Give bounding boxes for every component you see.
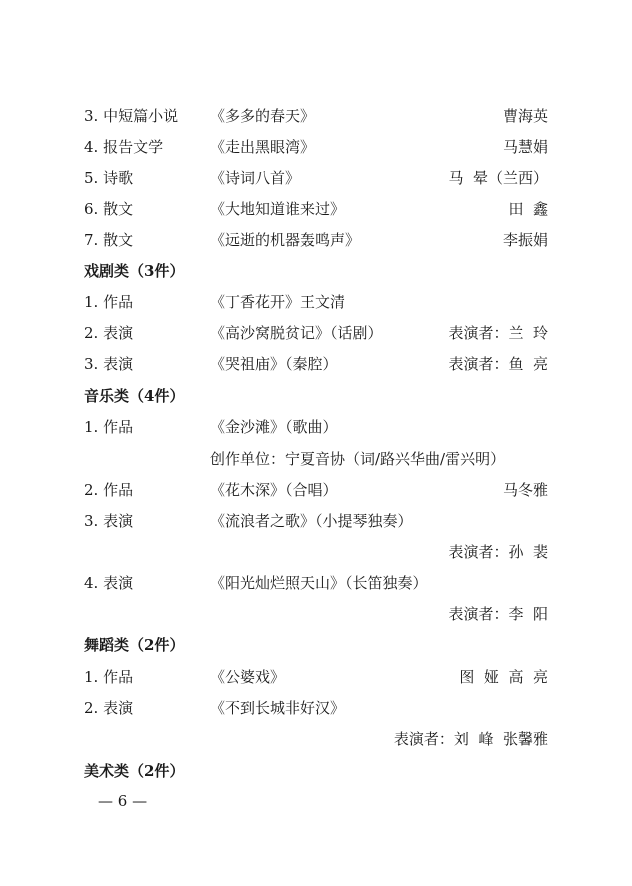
item-category: 5. 诗歌 [84, 169, 134, 187]
item-author: 马冬雅 [502, 481, 548, 499]
list-item [0, 415, 632, 439]
item-category: 1. 作品 [84, 293, 134, 311]
item-category: 1. 作品 [84, 668, 134, 686]
item-author: 马 晕（兰西） [448, 169, 548, 187]
list-item [0, 571, 632, 595]
item-category: 6. 散文 [84, 200, 134, 218]
item-performers: 图 娅 高 亮 [459, 668, 548, 686]
list-item [0, 135, 632, 159]
list-item [0, 290, 632, 314]
list-item [0, 509, 632, 533]
item-category: 4. 报告文学 [84, 138, 164, 156]
item-title: 《阳光灿烂照天山》（长笛独奏） [210, 574, 428, 592]
list-item [0, 665, 632, 689]
item-title: 《远逝的机器轰鸣声》 [210, 231, 361, 249]
item-performer: 表演者：刘 峰 张馨雅 [393, 730, 548, 748]
list-item-performer [0, 602, 632, 626]
item-author: 马慧娟 [502, 138, 548, 156]
section-heading-drama [0, 259, 632, 283]
item-category: 4. 表演 [84, 574, 134, 592]
drama-heading-text: 戏剧类（3件） [84, 262, 185, 280]
list-item-performer [0, 727, 632, 751]
music-heading-text: 音乐类（4件） [84, 387, 185, 405]
list-item [0, 104, 632, 128]
item-author: 田 鑫 [508, 200, 548, 218]
item-title: 《金沙滩》（歌曲） [210, 418, 338, 436]
item-title: 《诗词八首》 [210, 169, 301, 187]
section-heading-music [0, 384, 632, 408]
section-heading-art [0, 759, 632, 783]
item-category: 2. 表演 [84, 699, 134, 717]
item-category: 3. 表演 [84, 355, 134, 373]
item-category: 2. 作品 [84, 481, 134, 499]
item-performer: 表演者：李 阳 [448, 605, 548, 623]
item-title: 《走出黑眼湾》 [210, 138, 316, 156]
dance-heading-text: 舞蹈类（2件） [84, 636, 185, 654]
list-item [0, 228, 632, 252]
list-item [0, 166, 632, 190]
section-heading-dance [0, 633, 632, 657]
item-title: 《大地知道谁来过》 [210, 200, 346, 218]
list-item [0, 696, 632, 720]
list-item [0, 197, 632, 221]
item-author: 曹海英 [502, 107, 548, 125]
item-author: 李振娟 [502, 231, 548, 249]
item-category: 3. 中短篇小说 [84, 107, 179, 125]
item-title: 《多多的春天》 [210, 107, 316, 125]
list-item-credit [0, 447, 632, 471]
item-title: 《高沙窝脱贫记》（话剧） [210, 324, 383, 342]
item-title: 《丁香花开》王文清 [210, 293, 346, 311]
item-title: 《公婆戏》 [210, 668, 286, 686]
list-item [0, 321, 632, 345]
list-item [0, 352, 632, 376]
item-performer: 表演者：鱼 亮 [448, 355, 548, 373]
list-item-performer [0, 540, 632, 564]
item-category: 2. 表演 [84, 324, 134, 342]
page-number: — 6 — [98, 792, 148, 810]
item-title: 《流浪者之歌》（小提琴独奏） [210, 512, 413, 530]
item-title: 《哭祖庙》（秦腔） [210, 355, 338, 373]
item-performer: 表演者：兰 玲 [448, 324, 548, 342]
item-credit: 创作单位：宁夏音协（词/路兴华曲/雷兴明） [210, 450, 506, 468]
list-item [0, 478, 632, 502]
art-heading-text: 美术类（2件） [84, 762, 185, 780]
item-performer: 表演者：孙 裴 [448, 543, 548, 561]
item-title: 《不到长城非好汉》 [210, 699, 346, 717]
item-category: 7. 散文 [84, 231, 134, 249]
item-title: 《花木深》（合唱） [210, 481, 338, 499]
item-category: 3. 表演 [84, 512, 134, 530]
item-category: 1. 作品 [84, 418, 134, 436]
